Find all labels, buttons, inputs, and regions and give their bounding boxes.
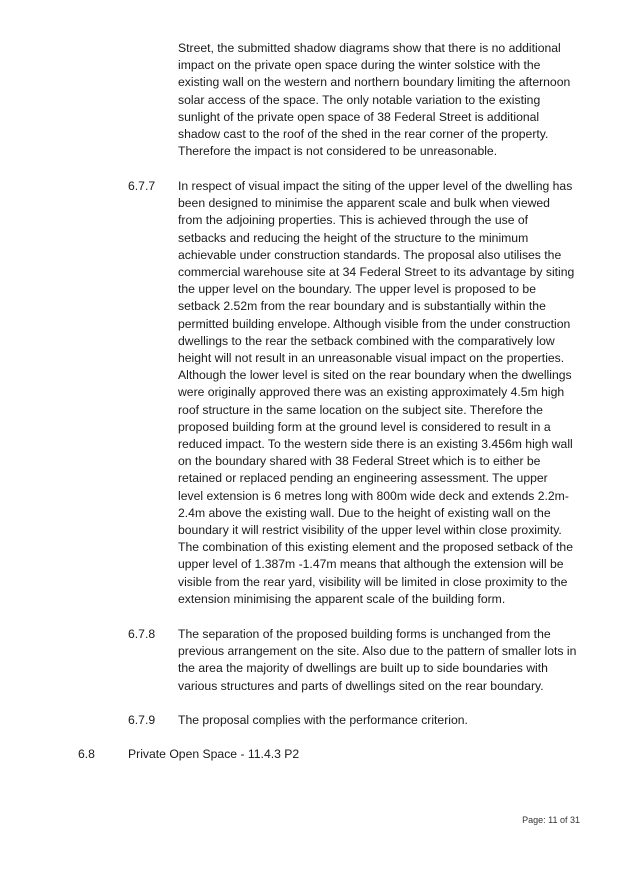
text-line: dwellings to the rear the setback combined with the comparatively low <box>178 333 555 348</box>
paragraph-6-7-8 <box>178 626 580 695</box>
text-line: commercial warehouse site at 34 Federal Street to its advantage by siting <box>178 265 575 280</box>
text-line: Street, the submitted shadow diagrams show that there is no additional <box>178 41 561 55</box>
text-line: upper level of 1.387m -1.47m means that although the extension will be <box>178 557 564 572</box>
text-line: In respect of visual impact the siting of the upper level of the dwelling has <box>178 179 573 193</box>
text-line: The proposal complies with the performance criterion. <box>178 713 468 727</box>
text-line: The separation of the proposed building forms is unchanged from the <box>178 627 551 641</box>
text-line: 2.4m above the existing wall. Due to the height of existing wall on the <box>178 505 551 520</box>
paragraph-6-7-7 <box>178 178 580 608</box>
paragraph-number-6-7-7: 6.7.7 <box>128 179 156 193</box>
text-line: the area the majority of dwellings are built up to side boundaries with <box>178 661 548 676</box>
text-line: Therefore the impact is not considered to be unreasonable. <box>178 144 498 159</box>
text-line: the upper level on the boundary. The upper level is proposed to be <box>178 282 536 297</box>
text-line: height will not result in an unreasonable visual impact on the properties. <box>178 351 565 366</box>
text-line: were originally approved there was an existing approximately 4.5m high <box>178 385 565 400</box>
text-line: Although the lower level is sited on the rear boundary when the dwellings <box>178 368 572 383</box>
text-line: proposed building form at the ground level is considered to result in a <box>178 419 551 434</box>
text-line: retained or replaced pending an engineering assessment. The upper <box>178 471 548 486</box>
text-line: sunlight of the private open space of 38 Federal Street is additional <box>178 109 540 124</box>
paragraph-number-6-7-9: 6.7.9 <box>128 713 156 727</box>
text-line: The combination of this existing element and the proposed setback of the <box>178 540 573 555</box>
paragraph-number-6-7-8: 6.7.8 <box>128 627 156 641</box>
text-line: boundary it will restrict visibility of the upper level within close proximity. <box>178 523 562 538</box>
text-line: visible from the rear yard, visibility will be limited in close proximity to the <box>178 574 568 589</box>
text-line: been designed to minimise the apparent scale and bulk when viewed <box>178 196 550 211</box>
text-line: roof structure in the same location on the subject site. Therefore the <box>178 402 543 417</box>
text-line: shadow cast to the roof of the shed in the rear corner of the property. <box>178 127 549 142</box>
paragraph-continuation <box>178 40 580 160</box>
page-number: Page: 11 of 31 <box>522 815 580 825</box>
paragraph-6-7-9 <box>178 712 580 729</box>
text-line: existing wall on the western and northern boundary limiting the afternoon <box>178 75 571 90</box>
text-line: impact on the private open space during the winter solstice with the <box>178 58 541 73</box>
section-number: 6.8 <box>78 747 95 761</box>
text-line: reduced impact. To the western side there is an existing 3.456m high wall <box>178 437 573 452</box>
text-line: level extension is 6 metres long with 800m wide deck and extends 2.2m- <box>178 488 569 503</box>
text-line: on the boundary shared with 38 Federal Street which is to either be <box>178 454 541 469</box>
text-line: permitted building envelope. Although visible from the under construction <box>178 316 571 331</box>
text-line: solar access of the space. The only notable variation to the existing <box>178 92 541 107</box>
text-line: setback 2.52m from the rear boundary and is substantially within the <box>178 299 546 314</box>
text-line: extension minimising the apparent scale of the building form. <box>178 591 506 606</box>
text-line: previous arrangement on the site. Also due to the pattern of smaller lots in <box>178 644 577 659</box>
text-line: various structures and parts of dwellings sited on the rear boundary. <box>178 678 544 693</box>
text-line: setbacks and reducing the height of the structure to the minimum <box>178 230 529 245</box>
text-line: from the adjoining properties. This is achieved through the use of <box>178 213 529 228</box>
section-title: Private Open Space - 11.4.3 P2 <box>128 747 300 761</box>
text-line: achievable under construction standards. The proposal also utilises the <box>178 247 562 262</box>
